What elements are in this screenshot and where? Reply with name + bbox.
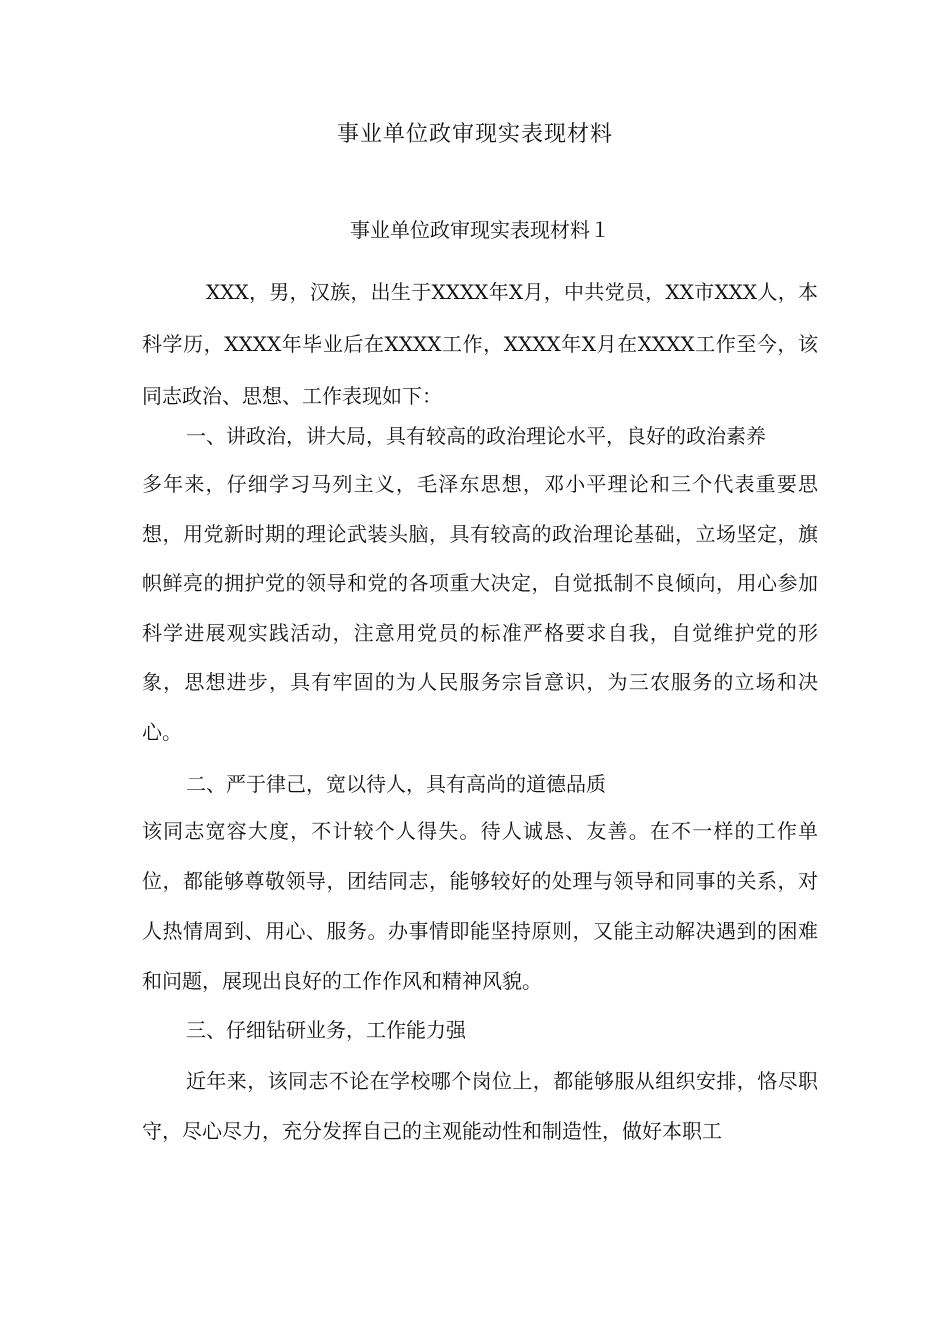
section-2-heading: 二、严于律己，宽以待人，具有高尚的道德品质 — [186, 772, 606, 796]
section-3-heading: 三、仔细钻研业务，工作能力强 — [186, 1018, 466, 1042]
section-1-heading: 一、讲政治，讲大局，具有较高的政治理论水平，良好的政治素养 — [186, 424, 766, 448]
section-1-body: 多年来，仔细学习马列主义，毛泽东思想，邓小平理论和三个代表重要思想，用党新时期的理论武装头脑，具有较高的政治理论基础，立场坚定，旗帜鲜亮的拥护党的领导和党的各项重大决定，自觉抵制不良倾向，用心参加科学进展观实践活动，注意用党员的标准严格要求自我，自觉维护党的形象，思想进步，具有牢固的为人民服务宗旨意识，为三农服务的立场和决心。 — [142, 472, 818, 744]
section-2-body: 该同志宽容大度，不计较个人得失。待人诚恳、友善。在不一样的工作单位，都能够尊敬领导，团结同志，能够较好的处理与领导和同事的关系，对人热情周到、用心、服务。办事情即能坚持原则，又能主动解决遇到的困难和问题，展现出良好的工作作风和精神风貌。 — [142, 819, 818, 993]
document-subtitle: 事业单位政审现实表现材料１ — [350, 218, 610, 242]
document-title: 事业单位政审现实表现材料 — [336, 122, 613, 147]
intro-paragraph: XXX，男，汉族，出生于XXXX年X月，中共党员，XX市XXX人，本科学历，XXXX年毕业后在XXXX工作，XXXX年X月在XXXX工作至今，该同志政治、思想、工作表现如下： — [142, 280, 818, 408]
section-3-body: 近年来，该同志不论在学校哪个岗位上，都能够服从组织安排，恪尽职守，尽心尽力，充分发挥自己的主观能动性和制造性，做好本职工 — [142, 1069, 818, 1143]
